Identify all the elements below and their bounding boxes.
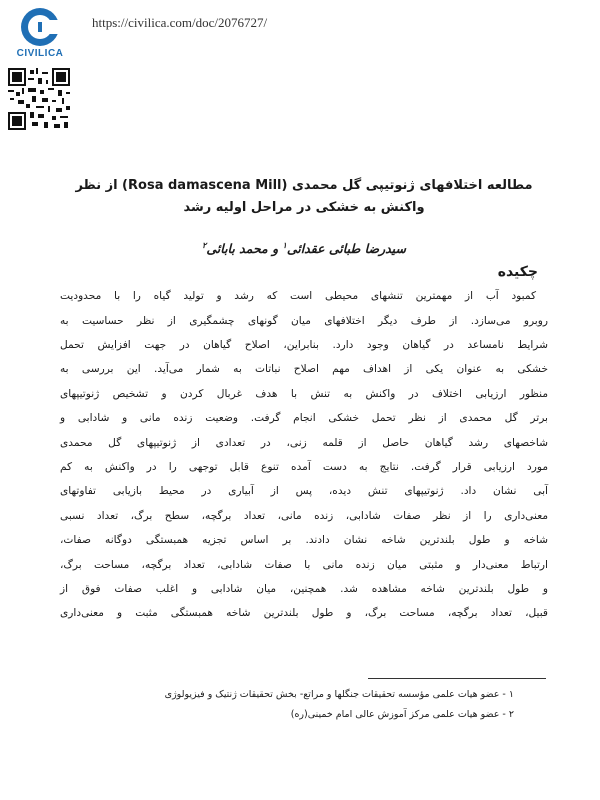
affiliation-mark: ۲ [202, 241, 207, 250]
abstract-line: شرایط نامساعد در گیاهان وجود دارد. بنابراین، اصلاح گیاهان در جهت افزایش تحمل [60, 338, 548, 351]
abstract-line: مورد ارزیابی قرار گرفت. نتایج به دست آمده تنوع قابل توجهی را در واکنش به کم [60, 461, 548, 473]
footnote: ۱ - عضو هیات علمی مؤسسه تحقیقات جنگلها و مراتع- بخش تحقیقات ژنتیک و فیزیولوژی [164, 689, 514, 700]
abstract-line: خشکی به عنوان یکی از اهداف مهم اصلاح نباتات به شمار می‌آید. این بررسی به [60, 363, 548, 376]
abstract-line: ارتباط معنی‌دار و مثبتی میان زنده مانی با صفات شادابی، تعداد برگچه، مساحت برگ، [60, 558, 548, 571]
author-conjunction: و [272, 241, 279, 257]
footnote-divider [368, 678, 546, 679]
abstract-line: معنی‌داری را از نظر صفات شادابی، زنده مانی، تعداد برگچه، سطح برگ، تعداد نسبی [60, 509, 548, 522]
title-line: مطالعه اختلافهای ژنوتیپی گل محمدی (Rosa damascena Mill) از نظر [75, 178, 533, 193]
paper-body [60, 175, 548, 626]
abstract-line: شاخصهای رشد گیاهان حاصل از قلمه زنی، در تعدادی از ژنوتیپهای گل محمدی [60, 436, 548, 449]
abstract-line: شاخه و طول بلندترین شاخه نشان دادند. بر اساس تجزیه همبستگی دوگانه صفات، [60, 534, 548, 547]
abstract-line: روبرو می‌سازد. از طرف دیگر اختلافهای میان گونهای چشمگیری از نظر حساسیت به [60, 314, 548, 327]
brand-name: CIVILICA [16, 48, 64, 59]
footnote: ۲ - عضو هیات علمی مرکز آموزش عالی امام خمینی(ره) [290, 709, 514, 720]
civilica-c-icon [19, 6, 61, 48]
abstract-line: برتر گل محمدی از نظر تحمل خشکی انجام گرفت. وضعیت زنده مانی و شادابی و [60, 412, 548, 425]
civilica-logo[interactable] [8, 6, 72, 62]
author-name: محمد بابائی [206, 241, 268, 257]
abstract-line: قبیل، تعداد برگچه، مساحت برگ، و طول بلندترین شاخه همبستگی مثبت و معنی‌داری [60, 607, 548, 620]
author-name: سیدرضا طبائی عقدائی [286, 241, 406, 257]
authors [60, 241, 548, 256]
abstract-heading: چکیده [497, 264, 538, 281]
document-url[interactable]: https://civilica.com/doc/2076727/ [92, 15, 268, 30]
abstract-line: آبی نشان داد. ژنوتیپهای تنش دیده، پس از آبیاری در محیط بازیابی تفاوتهای [60, 485, 548, 498]
abstract-line: و طول بلندترین شاخه مشاهده شد. همچنین، میان شادابی و اغلب صفات فوق از [60, 583, 548, 596]
paper-title [60, 175, 548, 219]
title-line: واکنش به خشکی در مراحل اولیه رشد [183, 200, 425, 215]
qr-code-icon [8, 68, 70, 130]
abstract-line: منظور ارزیابی اختلاف در واکنش به تنش با هدف غربال کردن و تشخیص ژنوتیپهای [60, 387, 548, 400]
abstract-text [60, 284, 548, 626]
affiliation-mark: ۱ [282, 241, 287, 250]
abstract-line: کمبود آب از مهمترین تنشهای محیطی است که رشد و تولید گیاه را با محدودیت [60, 290, 536, 303]
footnotes [60, 685, 514, 725]
